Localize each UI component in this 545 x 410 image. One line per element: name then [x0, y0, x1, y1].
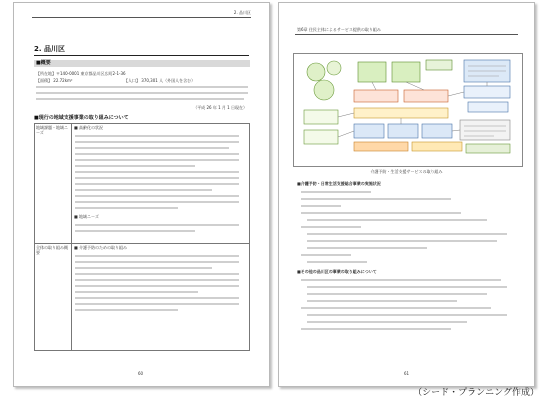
text-line — [36, 92, 248, 94]
credit-caption: （シード・プランニング作成） — [413, 388, 539, 398]
address-text: 【所在地】〒140-0001 東京都品川区広町2-1-36 — [36, 71, 126, 76]
page-header-left: 第6章 住民主体によるサービス提供の取り組み — [297, 27, 381, 32]
area-text: 【面積】 22.72km² — [36, 78, 73, 83]
section-1-heading: ■介護予防・日常生活支援総合事業の実施状況 — [297, 181, 381, 186]
population-text: 【人口】 370,301 人（外国人を含む） — [124, 78, 196, 83]
header-rule — [32, 17, 251, 18]
table-cell: ■ 高齢化の状況 ■ 地域ニーズ — [72, 124, 250, 244]
table-cell: ■ 介護予防のための取り組み — [72, 244, 250, 351]
page-number-left: 60 — [138, 371, 144, 376]
title-rule — [34, 55, 249, 56]
diagram-caption: 介護予防・生活支援サービスの取り組み — [370, 169, 443, 174]
overview-bar — [34, 60, 250, 67]
document-page-left — [13, 2, 270, 387]
text-line — [36, 98, 244, 100]
section-heading: ■現行の地域支援事業の取り組みについて — [34, 115, 129, 121]
text-line — [36, 86, 248, 88]
page-header-right: 2. 品川区 — [233, 10, 251, 15]
date-note: （平成 26 年 1 月 1 日現在） — [193, 105, 247, 110]
table-row-label: 全体の取り組み概要 — [35, 244, 72, 351]
document-page-right — [278, 2, 535, 387]
page-number-right: 61 — [404, 371, 410, 376]
section-2-heading: ■その他の品川区の事業の取り組みについて — [297, 269, 377, 274]
service-diagram — [293, 53, 523, 167]
table-row-label: 地域課題・地域ニーズ — [35, 124, 72, 244]
header-rule — [295, 34, 518, 35]
issues-table — [34, 123, 250, 351]
overview-heading: ■概要 — [36, 60, 51, 66]
page-title: 2. 品川区 — [34, 45, 65, 53]
diagram-graphic — [294, 54, 522, 166]
